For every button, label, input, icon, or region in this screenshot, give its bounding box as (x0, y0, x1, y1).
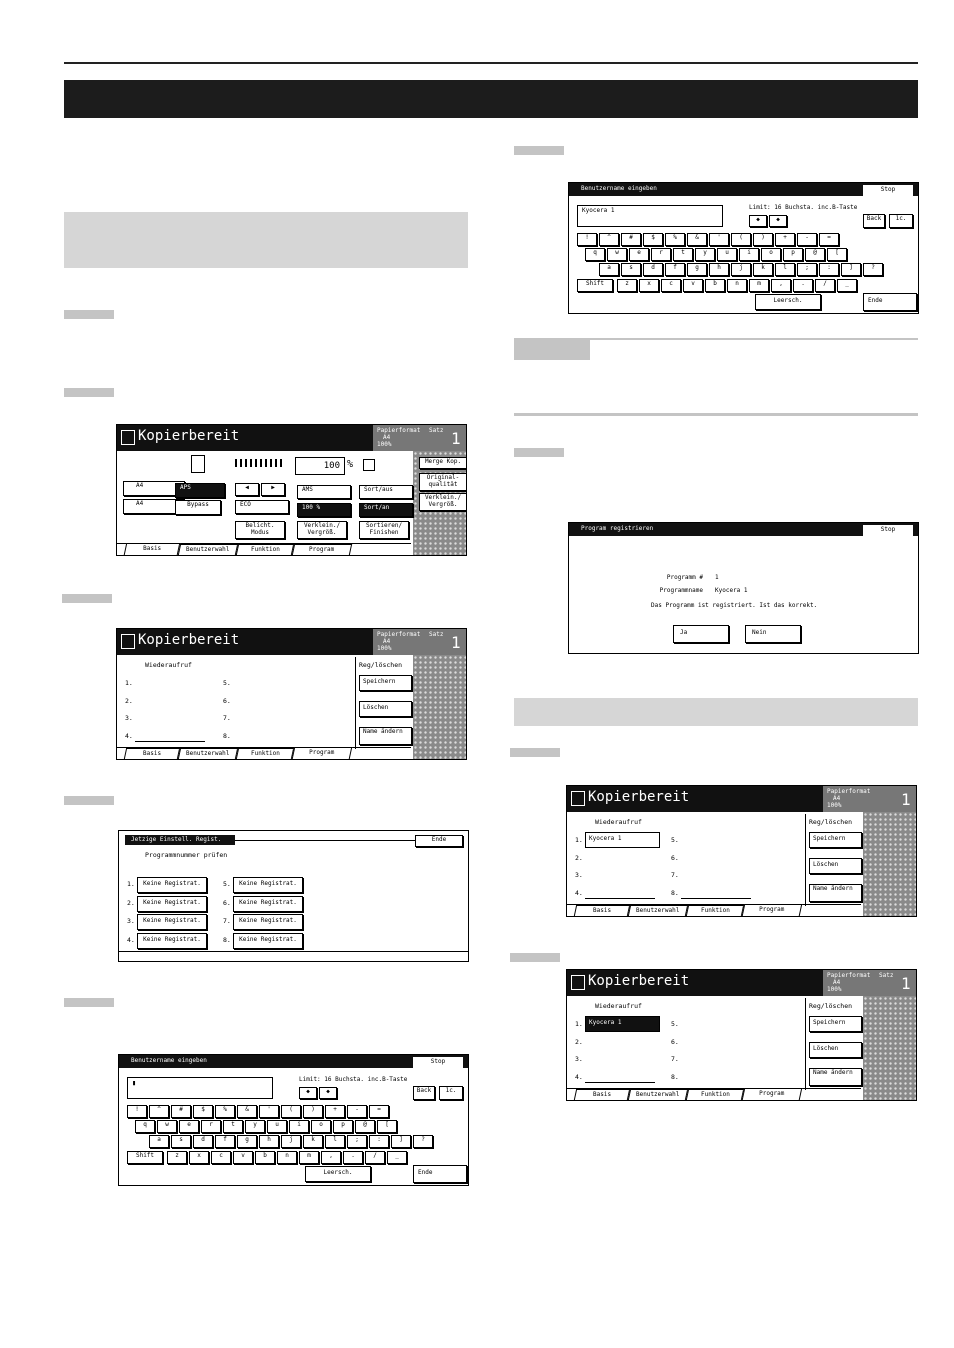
slot-4-underline (135, 741, 205, 742)
slot-3[interactable]: 3. (575, 1055, 583, 1063)
step-marker-7 (514, 448, 564, 457)
screen-title: Kopierbereit (588, 973, 690, 989)
key-row3-8[interactable]: k (753, 263, 773, 276)
slot-4[interactable]: 4. (575, 1073, 583, 1081)
key-row2-4[interactable]: r (201, 1120, 221, 1133)
key-row2-8[interactable]: i (739, 248, 759, 261)
key-row3-9[interactable]: l (325, 1135, 345, 1148)
slot-1-number: 1. (575, 1020, 583, 1028)
key-row2-2[interactable]: w (607, 248, 627, 261)
tab-basic[interactable]: Basis (574, 905, 630, 916)
key-row2-7[interactable]: u (267, 1120, 287, 1133)
bypass-button[interactable]: Bypass (175, 500, 221, 515)
tab-function[interactable]: Funktion (236, 544, 294, 555)
key-row2-6[interactable]: y (245, 1120, 265, 1133)
top-rule (64, 62, 918, 64)
key-row3-3[interactable]: d (643, 263, 663, 276)
key-row3-10[interactable]: ; (797, 263, 817, 276)
key-row3-2[interactable]: s (621, 263, 641, 276)
key-row4-10[interactable]: / (365, 1151, 385, 1164)
machine-icon (191, 455, 205, 473)
end-key[interactable]: Ende (863, 293, 917, 311)
screen-header (567, 970, 916, 996)
program-name: Kyocera 1 (715, 587, 748, 594)
section-heading-register (64, 212, 468, 268)
rename-button[interactable]: Name ändern (809, 884, 862, 902)
register-title: Jetzige Einstell. Regist. (125, 835, 235, 845)
key-row4-3[interactable]: c (211, 1151, 231, 1164)
slot-1[interactable]: 1. (125, 679, 133, 687)
zoom-value: 100% (377, 645, 392, 652)
exposure-mode-button[interactable]: Belicht. Modus (235, 521, 285, 539)
limit-label: Limit: 16 Buchsta. inc.B-Taste (299, 1076, 408, 1083)
tab-user[interactable]: Benutzerwahl (628, 1089, 688, 1100)
bottom-rule (119, 951, 469, 952)
key-row4-4[interactable]: v (683, 279, 703, 292)
slot-2[interactable]: 2. (125, 697, 133, 705)
key-row3-4[interactable]: f (215, 1135, 235, 1148)
key-row4-7[interactable]: m (749, 279, 769, 292)
program-screen-registered (566, 785, 917, 917)
key-row4-3[interactable]: c (661, 279, 681, 292)
slot-1-program-selected[interactable]: Kyocera 1 (585, 1016, 660, 1032)
program-no-label: Programm # (666, 574, 703, 581)
set-count: 1 (451, 429, 461, 448)
key-row3-3[interactable]: d (193, 1135, 213, 1148)
step-marker-6 (514, 146, 564, 155)
key-row3-7[interactable]: j (281, 1135, 301, 1148)
key-row3-13[interactable]: ? (863, 263, 883, 276)
step-marker-5 (64, 998, 114, 1007)
program-no: 1 (715, 574, 719, 581)
slot-3[interactable]: 3. (125, 714, 133, 722)
screen-title: Kopierbereit (588, 789, 690, 805)
key-row4-11[interactable]: _ (837, 279, 857, 292)
tab-function[interactable]: Funktion (686, 905, 744, 916)
key-row1-9[interactable]: ) (753, 233, 773, 246)
set-label: Satz (879, 972, 894, 979)
slot-7[interactable]: 7. (671, 871, 679, 879)
key-row3-11[interactable]: : (369, 1135, 389, 1148)
key-row2-11[interactable]: @ (805, 248, 825, 261)
key-row4-5[interactable]: b (705, 279, 725, 292)
exposure-lighter-button[interactable]: ◀ (235, 483, 259, 496)
key-row2-4[interactable]: r (651, 248, 671, 261)
key-row2-6[interactable]: y (695, 248, 715, 261)
delete-button[interactable]: Löschen (809, 858, 862, 874)
name-input[interactable]: Kyocera 1 (577, 205, 723, 227)
key-row4-7[interactable]: m (299, 1151, 319, 1164)
end-button[interactable]: Ende (415, 835, 463, 847)
ic-key[interactable]: 1c. (889, 214, 913, 228)
dot-pattern (413, 655, 467, 760)
slot-1-program[interactable]: Kyocera 1 (585, 832, 660, 848)
key-row1-3[interactable]: # (171, 1105, 191, 1118)
key-row1-11[interactable]: - (797, 233, 817, 246)
program-screen-empty (116, 628, 467, 760)
copier-icon (121, 634, 135, 649)
slot-number-5: 5. (223, 880, 231, 888)
key-row3-8[interactable]: k (303, 1135, 323, 1148)
tab-program[interactable]: Program (292, 747, 353, 759)
slot-6[interactable]: 6. (671, 854, 679, 862)
paper-format-label: Papierformat (377, 427, 421, 434)
register-subtitle: Programmnummer prüfen (145, 851, 228, 859)
copier-icon (121, 430, 135, 445)
key-row2-10[interactable]: p (333, 1120, 353, 1133)
key-row3-4[interactable]: f (665, 263, 685, 276)
key-row1-12[interactable]: = (369, 1105, 389, 1118)
zoom-100-button[interactable]: 100 % (297, 503, 351, 517)
eco-button[interactable]: ECO (235, 500, 289, 514)
slot-7-button[interactable]: Keine Registrat. (233, 914, 303, 930)
key-row2-7[interactable]: u (717, 248, 737, 261)
paper-size: A4 (833, 979, 841, 986)
rename-button[interactable]: Name ändern (359, 727, 412, 745)
delete-button[interactable]: Löschen (809, 1042, 862, 1058)
key-row4-1[interactable]: z (167, 1151, 187, 1164)
key-row1-8[interactable]: ( (281, 1105, 301, 1118)
slot-number-3: 3. (127, 917, 135, 925)
dot-pattern (863, 812, 917, 917)
key-row1-8[interactable]: ( (731, 233, 751, 246)
key-row4-2[interactable]: x (189, 1151, 209, 1164)
key-row3-9[interactable]: l (775, 263, 795, 276)
paper-format-label: Papierformat (827, 972, 871, 979)
key-row1-1[interactable]: ! (577, 233, 597, 246)
percent-sign: % (347, 459, 354, 470)
space-key[interactable]: Leersch. (305, 1166, 371, 1182)
tab-basic[interactable]: Basis (574, 1089, 630, 1100)
key-row1-5[interactable]: % (215, 1105, 235, 1118)
reg-delete-label: Reg/löschen (809, 1002, 853, 1010)
reduce-enlarge-button[interactable]: Verklein./ Vergröß. (297, 521, 347, 539)
program-name-label: Programmname (659, 587, 703, 594)
key-row1-10[interactable]: + (325, 1105, 345, 1118)
set-label: Satz (429, 631, 444, 638)
space-key[interactable]: Leersch. (755, 294, 821, 310)
step-marker-9 (510, 953, 560, 962)
set-count: 1 (901, 790, 911, 809)
slot-7[interactable]: 7. (223, 714, 231, 722)
stop-button[interactable]: Stop (413, 1057, 463, 1068)
key-row1-1[interactable]: ! (127, 1105, 147, 1118)
recall-label: Wiederaufruf (595, 818, 642, 826)
slot-number-4: 4. (127, 936, 135, 944)
recall-label: Wiederaufruf (595, 1002, 642, 1010)
paper-format-label: Papierformat (827, 788, 871, 795)
slot-5-button[interactable]: Keine Registrat. (233, 877, 303, 893)
key-row1-3[interactable]: # (621, 233, 641, 246)
confirm-screen (568, 522, 919, 654)
key-row1-5[interactable]: % (665, 233, 685, 246)
slot-4-button[interactable]: Keine Registrat. (137, 933, 207, 949)
exposure-scale (235, 459, 283, 467)
key-row2-5[interactable]: t (673, 248, 693, 261)
step-marker-2 (64, 388, 114, 397)
tab-basic[interactable]: Basis (124, 748, 180, 759)
cursor-right-key[interactable]: ◆ (769, 215, 787, 227)
zoom-value: 100% (827, 986, 842, 993)
key-row3-6[interactable]: h (709, 263, 729, 276)
back-key[interactable]: Back (413, 1086, 435, 1100)
note-label (514, 340, 590, 360)
slot-6[interactable]: 6. (671, 1038, 679, 1046)
key-row3-5[interactable]: g (687, 263, 707, 276)
cursor-left-key[interactable]: ◆ (749, 215, 767, 227)
paper-size: A4 (383, 434, 391, 441)
paper-format-label: Papierformat (377, 631, 421, 638)
paper-size: A4 (383, 638, 391, 645)
slot-number-1: 1. (127, 880, 135, 888)
keyboard-title: Benutzername eingeben (131, 1057, 207, 1064)
key-row1-4[interactable]: $ (193, 1105, 213, 1118)
key-row2-5[interactable]: t (223, 1120, 243, 1133)
key-row2-1[interactable]: q (135, 1120, 155, 1133)
sort-off-button[interactable]: Sort/aus (359, 485, 413, 499)
key-row2-12[interactable]: [ (827, 248, 847, 261)
slot-8[interactable]: 8. (671, 1073, 679, 1081)
no-button[interactable]: Nein (745, 625, 801, 643)
key-row1-4[interactable]: $ (643, 233, 663, 246)
sort-finish-button[interactable]: Sortieren/ Finishen (359, 521, 409, 539)
slot-5[interactable]: 5. (671, 1020, 679, 1028)
stop-button[interactable]: Stop (863, 525, 913, 536)
key-row3-5[interactable]: g (237, 1135, 257, 1148)
shift-key[interactable]: Shift (127, 1151, 163, 1164)
set-label: Satz (429, 427, 444, 434)
tab-function[interactable]: Funktion (686, 1089, 744, 1100)
tab-user[interactable]: Benutzerwahl (628, 905, 688, 916)
reg-delete-label: Reg/löschen (359, 661, 403, 669)
screen-header (569, 523, 918, 536)
slot-4[interactable]: 4. (125, 732, 133, 740)
key-row4-2[interactable]: x (639, 279, 659, 292)
screen-header (117, 425, 466, 451)
tray-2-button[interactable]: A4 (123, 499, 185, 514)
shift-key[interactable]: Shift (577, 279, 613, 292)
note-rule-bottom (514, 413, 918, 416)
key-row4-9[interactable]: . (343, 1151, 363, 1164)
screen-header (567, 786, 916, 812)
slot-3[interactable]: 3. (575, 871, 583, 879)
key-row4-11[interactable]: _ (387, 1151, 407, 1164)
tab-user[interactable]: Benutzerwahl (178, 748, 238, 759)
slot-3-button[interactable]: Keine Registrat. (137, 914, 207, 930)
key-row2-3[interactable]: e (179, 1120, 199, 1133)
key-row3-13[interactable]: ? (413, 1135, 433, 1148)
save-button[interactable]: Speichern (809, 832, 862, 848)
key-row3-6[interactable]: h (259, 1135, 279, 1148)
tab-bar (567, 904, 861, 916)
screen-header (569, 183, 918, 196)
key-row1-6[interactable]: & (687, 233, 707, 246)
slot-8[interactable]: 8. (223, 732, 231, 740)
key-row2-2[interactable]: w (157, 1120, 177, 1133)
slot-1-button[interactable]: Keine Registrat. (137, 877, 207, 893)
screen-title: Kopierbereit (138, 428, 240, 444)
side-reduce-enlarge-button[interactable]: Verklein./ Vergröß. (419, 493, 467, 511)
screen-header (117, 629, 466, 655)
key-row1-12[interactable]: = (819, 233, 839, 246)
key-row4-6[interactable]: n (727, 279, 747, 292)
step-marker-4 (64, 796, 114, 805)
program-screen-selected (566, 969, 917, 1101)
step-marker-3 (62, 594, 112, 603)
tab-user[interactable]: Benutzerwahl (178, 544, 238, 555)
cursor-right-key[interactable]: ◆ (319, 1087, 337, 1099)
confirm-title: Program registrieren (581, 525, 654, 532)
slot-7[interactable]: 7. (671, 1055, 679, 1063)
tab-function[interactable]: Funktion (236, 748, 294, 759)
key-row2-8[interactable]: i (289, 1120, 309, 1133)
slot-number-7: 7. (223, 917, 231, 925)
set-count: 1 (451, 633, 461, 652)
section-heading-recall (514, 698, 918, 726)
key-row3-12[interactable]: ] (391, 1135, 411, 1148)
slot-6[interactable]: 6. (223, 697, 231, 705)
reg-delete-label: Reg/löschen (809, 818, 853, 826)
key-row1-10[interactable]: + (775, 233, 795, 246)
key-row1-6[interactable]: & (237, 1105, 257, 1118)
yes-button[interactable]: Ja (673, 625, 729, 643)
recall-label: Wiederaufruf (145, 661, 192, 669)
delete-button[interactable]: Löschen (359, 701, 412, 717)
limit-label: Limit: 16 Buchsta. inc.B-Taste (749, 204, 858, 211)
key-row2-1[interactable]: q (585, 248, 605, 261)
tab-program[interactable]: Program (292, 544, 352, 555)
tab-bar (117, 747, 411, 759)
key-row2-11[interactable]: @ (355, 1120, 375, 1133)
register-slot-screen (118, 830, 469, 962)
copier-icon (571, 975, 585, 990)
key-row1-2[interactable]: ^ (149, 1105, 169, 1118)
slot-4-underline (585, 898, 655, 899)
dot-pattern (863, 996, 917, 1101)
key-row1-7[interactable]: ' (259, 1105, 279, 1118)
key-row4-5[interactable]: b (255, 1151, 275, 1164)
step-marker-8 (510, 748, 560, 757)
zoom-display: 100 (295, 457, 345, 475)
tab-bar (117, 543, 411, 555)
exposure-darker-button[interactable]: ▶ (261, 483, 285, 496)
confirm-message: Das Programm ist registriert. Ist das korrekt. (651, 602, 818, 609)
zoom-value: 100% (377, 441, 392, 448)
tray-1-button[interactable]: A4 (123, 481, 185, 496)
key-row4-10[interactable]: / (815, 279, 835, 292)
key-row4-8[interactable]: , (321, 1151, 341, 1164)
tab-bar (567, 1088, 861, 1100)
key-row2-3[interactable]: e (629, 248, 649, 261)
key-row3-11[interactable]: : (819, 263, 839, 276)
title-bar (64, 80, 918, 118)
key-row4-1[interactable]: z (617, 279, 637, 292)
key-row3-1[interactable]: a (599, 263, 619, 276)
keyboard-screen-typed (568, 182, 919, 314)
stop-button[interactable]: Stop (863, 185, 913, 196)
key-row4-8[interactable]: , (771, 279, 791, 292)
zoom-value: 100% (827, 802, 842, 809)
slot-2[interactable]: 2. (575, 854, 583, 862)
main-area (117, 451, 413, 545)
original-quality-button[interactable]: Original- qualität (419, 473, 467, 491)
slot-8[interactable]: 8. (671, 889, 679, 897)
tab-basic[interactable]: Basis (124, 543, 181, 555)
key-row4-9[interactable]: . (793, 279, 813, 292)
key-row2-9[interactable]: o (761, 248, 781, 261)
slot-number-6: 6. (223, 899, 231, 907)
slot-4-underline (585, 1082, 655, 1083)
key-row1-7[interactable]: ' (709, 233, 729, 246)
key-row1-9[interactable]: ) (303, 1105, 323, 1118)
key-row3-7[interactable]: j (731, 263, 751, 276)
merge-copy-button[interactable]: Merge Kop. (419, 457, 467, 469)
slot-number-8: 8. (223, 936, 231, 944)
slot-8-underline (681, 898, 751, 899)
key-row4-6[interactable]: n (277, 1151, 297, 1164)
key-row1-2[interactable]: ^ (599, 233, 619, 246)
keyboard-title: Benutzername eingeben (581, 185, 657, 192)
slot-2[interactable]: 2. (575, 1038, 583, 1046)
slot-8-button[interactable]: Keine Registrat. (233, 933, 303, 949)
back-key[interactable]: Back (863, 214, 885, 228)
slot-2-button[interactable]: Keine Registrat. (137, 896, 207, 912)
key-row4-4[interactable]: v (233, 1151, 253, 1164)
keyboard-screen-empty (118, 1054, 469, 1186)
end-key[interactable]: Ende (413, 1165, 467, 1183)
ic-key[interactable]: 1c. (439, 1086, 463, 1100)
copier-icon (571, 791, 585, 806)
rename-button[interactable]: Name ändern (809, 1068, 862, 1086)
key-row2-10[interactable]: p (783, 248, 803, 261)
key-row2-9[interactable]: o (311, 1120, 331, 1133)
save-button[interactable]: Speichern (359, 675, 412, 691)
key-row3-10[interactable]: ; (347, 1135, 367, 1148)
slot-5[interactable]: 5. (671, 836, 679, 844)
step-marker-1 (64, 310, 114, 319)
name-input[interactable]: ▮ (127, 1077, 273, 1099)
tab-program[interactable]: Program (742, 904, 803, 916)
screen-title: Kopierbereit (138, 632, 240, 648)
key-row3-1[interactable]: a (149, 1135, 169, 1148)
slot-6-button[interactable]: Keine Registrat. (233, 896, 303, 912)
paper-size: A4 (833, 795, 841, 802)
slot-1-number: 1. (575, 836, 583, 844)
key-row3-2[interactable]: s (171, 1135, 191, 1148)
key-row3-12[interactable]: ] (841, 263, 861, 276)
save-button[interactable]: Speichern (809, 1016, 862, 1032)
slot-number-2: 2. (127, 899, 135, 907)
cursor-left-key[interactable]: ◆ (299, 1087, 317, 1099)
key-row1-11[interactable]: - (347, 1105, 367, 1118)
aps-button[interactable]: APS (175, 483, 225, 498)
slot-4[interactable]: 4. (575, 889, 583, 897)
tab-program[interactable]: Program (742, 1088, 803, 1100)
sort-icon (363, 459, 375, 471)
basic-copy-screen (116, 424, 467, 556)
ams-button[interactable]: AMS (297, 485, 351, 499)
key-row2-12[interactable]: [ (377, 1120, 397, 1133)
screen-header (119, 1055, 468, 1068)
sort-on-button[interactable]: Sort/an (359, 503, 413, 517)
set-count: 1 (901, 974, 911, 993)
slot-5[interactable]: 5. (223, 679, 231, 687)
